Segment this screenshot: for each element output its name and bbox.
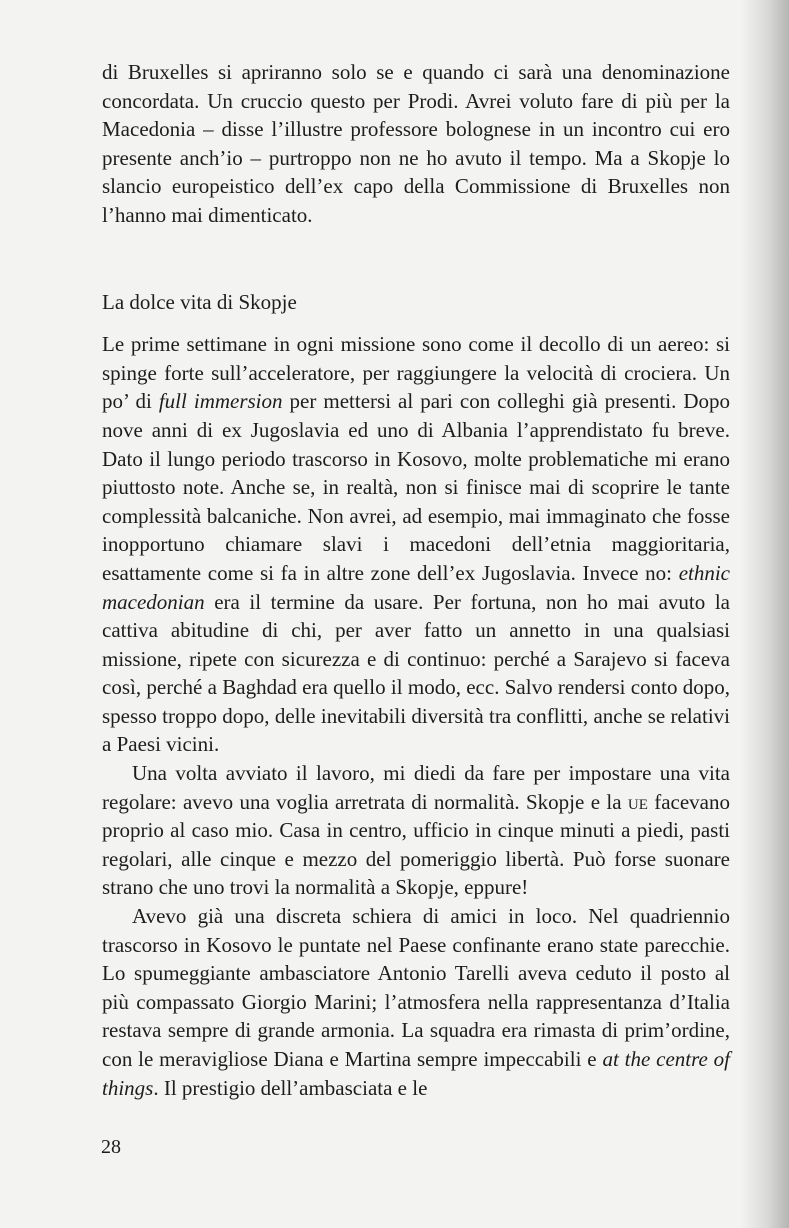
page-number: 28 xyxy=(101,1136,121,1158)
paragraph-continuation: di Bruxelles si apriranno solo se e quando ci sarà una denominazione concordata. Un cruccio questo per Prodi. Avrei voluto fare di più per la Macedonia – disse l’illustre professore bolognese in un incontro cui ero presente anch’io – purtroppo non ne ho avuto il tempo. Ma a Skopje lo slancio europeistico dell’ex capo della Commissione di Bruxelles non l’hanno mai dimenticato. xyxy=(102,60,730,227)
text-run: Avevo già una discreta schiera di amici in loco. Nel quadriennio trascorso in Kosovo le puntate nel Paese confinante erano state parecchie. Lo spumeggiante ambasciatore Antonio Tarelli aveva ceduto il posto al più compassato Giorgio Marini; l’atmosfera nella rappresentanza d’Italia restava sempre di grande armonia. La squadra era rimasta di prim’ordine, con le meravigliose Diana e Martina sempre impeccabili e xyxy=(102,904,730,1071)
section-heading: La dolce vita di Skopje xyxy=(102,289,297,314)
text-run: per mettersi al pari con colleghi già presenti. Dopo nove anni di ex Jugoslavia ed uno di Albania l’apprendistato fu breve. Dato il lungo periodo trascorso in Kosovo, molte problematiche mi erano piuttosto note. Anche se, in realtà, non si finisce mai di scoprire le tante complessità balcaniche. Non avrei, ad esempio, mai immaginato che fosse inopportuno chiamare slavi i macedoni dell’etnia maggioritaria, esattamente come si fa in altre zone dell’ex Jugoslavia. Invece no: xyxy=(102,389,731,585)
text-run: facevano proprio al caso mio. Casa in centro, ufficio in cinque minuti a piedi, pasti regolari, alle cinque e mezzo del pomeriggio libertà. Può forse suonare strano che uno trovi la normalità a Skopje, eppure! xyxy=(102,789,731,900)
paragraph-first-missions xyxy=(102,330,730,759)
text-run: Le prime settimane in ogni missione sono come il decollo di un aereo: si spinge forte sull’acceleratore, per raggiungere la velocità di crociera. Un po’ di xyxy=(102,332,730,414)
text-run: era il termine da usare. Per fortuna, non ho mai avuto la cattiva abitudine di chi, per aver fatto un annetto in una qualsiasi missione, ripete con sicurezza e di continuo: perché a Sarajevo si faceva così, perché a Baghdad era quello il modo, ecc. Salvo rendersi conto dopo, spesso troppo dopo, delle inevitabili diversità tra conflitti, anche se relativi a Paesi vicini. xyxy=(102,589,730,757)
italic-term: full immersion xyxy=(158,389,283,414)
paragraph-friends xyxy=(102,902,730,1102)
page-body xyxy=(102,58,730,1102)
page-edge-shadow xyxy=(741,0,789,1228)
text-run: Una volta avviato il lavoro, mi diedi da fare per impostare una vita regolare: avevo una voglia arretrata di normalità. Skopje e la xyxy=(102,761,730,814)
italic-term: at the centre of things xyxy=(102,1047,730,1100)
small-caps-acronym: ue xyxy=(627,789,648,814)
paragraph-regular-life xyxy=(102,759,730,902)
text-run: . Il prestigio dell’ambasciata e le xyxy=(153,1075,428,1100)
italic-term: ethnic macedonian xyxy=(102,560,730,614)
